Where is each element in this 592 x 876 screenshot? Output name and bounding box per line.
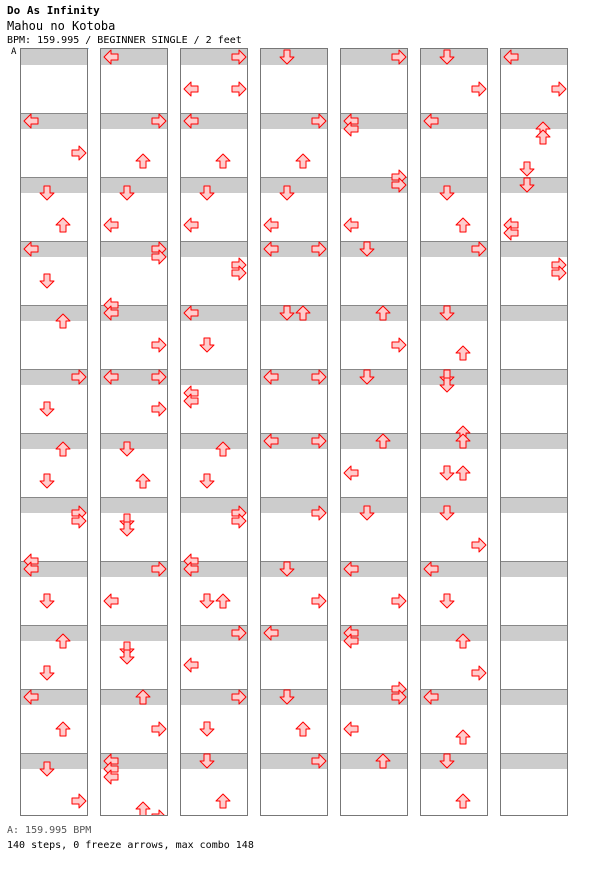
right-arrow-icon: [231, 265, 247, 281]
right-arrow-icon: [471, 665, 487, 681]
down-arrow-icon: [279, 561, 295, 577]
left-arrow-icon: [183, 561, 199, 577]
down-arrow-icon: [439, 753, 455, 769]
down-arrow-icon: [39, 401, 55, 417]
chart-column: [340, 48, 408, 816]
beat-stripe: [421, 433, 487, 449]
left-arrow-icon: [103, 305, 119, 321]
measure-line: [21, 305, 87, 306]
up-arrow-icon: [55, 217, 71, 233]
left-arrow-icon: [23, 561, 39, 577]
up-arrow-icon: [55, 633, 71, 649]
beat-stripe: [181, 241, 247, 257]
down-arrow-icon: [199, 185, 215, 201]
left-arrow-icon: [423, 561, 439, 577]
right-arrow-icon: [231, 513, 247, 529]
down-arrow-icon: [519, 177, 535, 193]
chart-column: [180, 48, 248, 816]
beat-stripe: [181, 433, 247, 449]
up-arrow-icon: [135, 801, 151, 816]
left-arrow-icon: [263, 625, 279, 641]
measure-line: [101, 177, 167, 178]
beat-stripe: [21, 305, 87, 321]
left-arrow-icon: [183, 305, 199, 321]
measure-line: [181, 369, 247, 370]
up-arrow-icon: [455, 633, 471, 649]
measure-line: [181, 433, 247, 434]
right-arrow-icon: [311, 433, 327, 449]
down-arrow-icon: [439, 377, 455, 393]
left-arrow-icon: [343, 121, 359, 137]
up-arrow-icon: [215, 793, 231, 809]
measure-line: [21, 177, 87, 178]
right-arrow-icon: [71, 513, 87, 529]
left-arrow-icon: [103, 369, 119, 385]
right-arrow-icon: [151, 561, 167, 577]
up-arrow-icon: [55, 313, 71, 329]
up-arrow-icon: [215, 153, 231, 169]
right-arrow-icon: [71, 145, 87, 161]
measure-line: [261, 497, 327, 498]
right-arrow-icon: [391, 689, 407, 705]
beat-stripe: [101, 497, 167, 513]
left-arrow-icon: [503, 49, 519, 65]
beat-stripe: [421, 625, 487, 641]
left-arrow-icon: [343, 465, 359, 481]
down-arrow-icon: [39, 593, 55, 609]
up-arrow-icon: [535, 129, 551, 145]
left-arrow-icon: [103, 593, 119, 609]
measure-line: [181, 177, 247, 178]
up-arrow-icon: [135, 689, 151, 705]
down-arrow-icon: [359, 241, 375, 257]
beat-stripe: [21, 625, 87, 641]
beat-stripe: [501, 113, 567, 129]
right-arrow-icon: [311, 241, 327, 257]
down-arrow-icon: [199, 593, 215, 609]
right-arrow-icon: [151, 369, 167, 385]
right-arrow-icon: [551, 81, 567, 97]
down-arrow-icon: [39, 473, 55, 489]
left-arrow-icon: [103, 217, 119, 233]
down-arrow-icon: [199, 721, 215, 737]
up-arrow-icon: [455, 345, 471, 361]
measure-line: [21, 497, 87, 498]
beat-stripe: [501, 753, 567, 769]
measure-line: [501, 689, 567, 690]
left-arrow-icon: [263, 241, 279, 257]
up-arrow-icon: [455, 217, 471, 233]
beat-stripe: [501, 433, 567, 449]
left-arrow-icon: [263, 369, 279, 385]
down-arrow-icon: [119, 441, 135, 457]
measure-line: [101, 433, 167, 434]
down-arrow-icon: [279, 49, 295, 65]
right-arrow-icon: [311, 113, 327, 129]
up-arrow-icon: [455, 793, 471, 809]
beat-stripe: [101, 625, 167, 641]
left-arrow-icon: [263, 433, 279, 449]
left-arrow-icon: [423, 113, 439, 129]
measure-line: [261, 177, 327, 178]
down-arrow-icon: [439, 465, 455, 481]
measure-line: [101, 625, 167, 626]
up-arrow-icon: [215, 441, 231, 457]
bpm-legend: A: 159.995 BPM: [7, 825, 92, 836]
up-arrow-icon: [55, 441, 71, 457]
right-arrow-icon: [231, 81, 247, 97]
measure-line: [501, 625, 567, 626]
measure-line: [341, 433, 407, 434]
beat-stripe: [341, 433, 407, 449]
right-arrow-icon: [391, 49, 407, 65]
left-arrow-icon: [343, 721, 359, 737]
beat-stripe: [501, 497, 567, 513]
right-arrow-icon: [151, 249, 167, 265]
down-arrow-icon: [39, 665, 55, 681]
chart-column: [420, 48, 488, 816]
left-arrow-icon: [183, 113, 199, 129]
right-arrow-icon: [311, 753, 327, 769]
measure-line: [101, 689, 167, 690]
step-stats: 140 steps, 0 freeze arrows, max combo 148: [7, 840, 254, 851]
down-arrow-icon: [279, 185, 295, 201]
right-arrow-icon: [151, 113, 167, 129]
left-arrow-icon: [183, 217, 199, 233]
left-arrow-icon: [103, 769, 119, 785]
left-arrow-icon: [23, 113, 39, 129]
measure-line: [421, 177, 487, 178]
bpm-marker: A: [11, 47, 17, 57]
up-arrow-icon: [295, 721, 311, 737]
measure-line: [341, 753, 407, 754]
right-arrow-icon: [391, 593, 407, 609]
left-arrow-icon: [183, 81, 199, 97]
left-arrow-icon: [423, 689, 439, 705]
measure-line: [21, 625, 87, 626]
down-arrow-icon: [119, 185, 135, 201]
up-arrow-icon: [375, 305, 391, 321]
down-arrow-icon: [279, 689, 295, 705]
measure-line: [181, 241, 247, 242]
up-arrow-icon: [135, 473, 151, 489]
measure-line: [101, 497, 167, 498]
chart-column: [100, 48, 168, 816]
beat-stripe: [101, 689, 167, 705]
down-arrow-icon: [439, 305, 455, 321]
left-arrow-icon: [183, 657, 199, 673]
measure-line: [501, 433, 567, 434]
left-arrow-icon: [183, 393, 199, 409]
down-arrow-icon: [199, 337, 215, 353]
left-arrow-icon: [23, 689, 39, 705]
artist-name: Do As Infinity: [7, 4, 100, 17]
left-arrow-icon: [343, 561, 359, 577]
right-arrow-icon: [151, 809, 167, 816]
beat-stripe: [181, 369, 247, 385]
measure-line: [501, 241, 567, 242]
measure-line: [341, 497, 407, 498]
down-arrow-icon: [199, 753, 215, 769]
up-arrow-icon: [455, 729, 471, 745]
beat-stripe: [341, 305, 407, 321]
up-arrow-icon: [55, 721, 71, 737]
measure-line: [21, 753, 87, 754]
right-arrow-icon: [151, 721, 167, 737]
right-arrow-icon: [551, 265, 567, 281]
left-arrow-icon: [23, 241, 39, 257]
down-arrow-icon: [119, 649, 135, 665]
beat-stripe: [501, 369, 567, 385]
up-arrow-icon: [215, 593, 231, 609]
beat-stripe: [21, 433, 87, 449]
right-arrow-icon: [311, 369, 327, 385]
right-arrow-icon: [151, 337, 167, 353]
measure-line: [501, 753, 567, 754]
right-arrow-icon: [471, 241, 487, 257]
down-arrow-icon: [279, 305, 295, 321]
measure-line: [341, 305, 407, 306]
beat-stripe: [341, 753, 407, 769]
right-arrow-icon: [151, 401, 167, 417]
down-arrow-icon: [119, 521, 135, 537]
down-arrow-icon: [39, 273, 55, 289]
right-arrow-icon: [471, 81, 487, 97]
song-title: Mahou no Kotoba: [7, 19, 116, 33]
up-arrow-icon: [295, 153, 311, 169]
measure-line: [421, 433, 487, 434]
down-arrow-icon: [439, 505, 455, 521]
measure-line: [501, 305, 567, 306]
chart-info: BPM: 159.995 / BEGINNER SINGLE / 2 feet: [7, 35, 242, 46]
right-arrow-icon: [231, 49, 247, 65]
measure-line: [421, 497, 487, 498]
chart-column: [260, 48, 328, 816]
beat-stripe: [501, 241, 567, 257]
left-arrow-icon: [103, 49, 119, 65]
right-arrow-icon: [391, 177, 407, 193]
down-arrow-icon: [439, 593, 455, 609]
measure-line: [501, 369, 567, 370]
down-arrow-icon: [519, 161, 535, 177]
down-arrow-icon: [359, 369, 375, 385]
beat-stripe: [501, 625, 567, 641]
down-arrow-icon: [39, 761, 55, 777]
right-arrow-icon: [231, 625, 247, 641]
down-arrow-icon: [39, 185, 55, 201]
measure-line: [21, 433, 87, 434]
left-arrow-icon: [503, 225, 519, 241]
beat-stripe: [501, 561, 567, 577]
chart-column: [20, 48, 88, 816]
left-arrow-icon: [343, 633, 359, 649]
beat-stripe: [21, 49, 87, 65]
up-arrow-icon: [375, 753, 391, 769]
up-arrow-icon: [455, 433, 471, 449]
up-arrow-icon: [375, 433, 391, 449]
down-arrow-icon: [439, 185, 455, 201]
right-arrow-icon: [71, 793, 87, 809]
measure-line: [501, 561, 567, 562]
right-arrow-icon: [231, 689, 247, 705]
up-arrow-icon: [135, 153, 151, 169]
up-arrow-icon: [455, 465, 471, 481]
right-arrow-icon: [391, 337, 407, 353]
measure-line: [501, 497, 567, 498]
right-arrow-icon: [71, 369, 87, 385]
beat-stripe: [501, 689, 567, 705]
beat-stripe: [501, 305, 567, 321]
measure-line: [501, 113, 567, 114]
left-arrow-icon: [263, 217, 279, 233]
measure-line: [421, 625, 487, 626]
right-arrow-icon: [311, 505, 327, 521]
down-arrow-icon: [439, 49, 455, 65]
measure-line: [181, 497, 247, 498]
left-arrow-icon: [343, 217, 359, 233]
down-arrow-icon: [359, 505, 375, 521]
up-arrow-icon: [295, 305, 311, 321]
right-arrow-icon: [311, 593, 327, 609]
chart-column: [500, 48, 568, 816]
right-arrow-icon: [471, 537, 487, 553]
down-arrow-icon: [199, 473, 215, 489]
